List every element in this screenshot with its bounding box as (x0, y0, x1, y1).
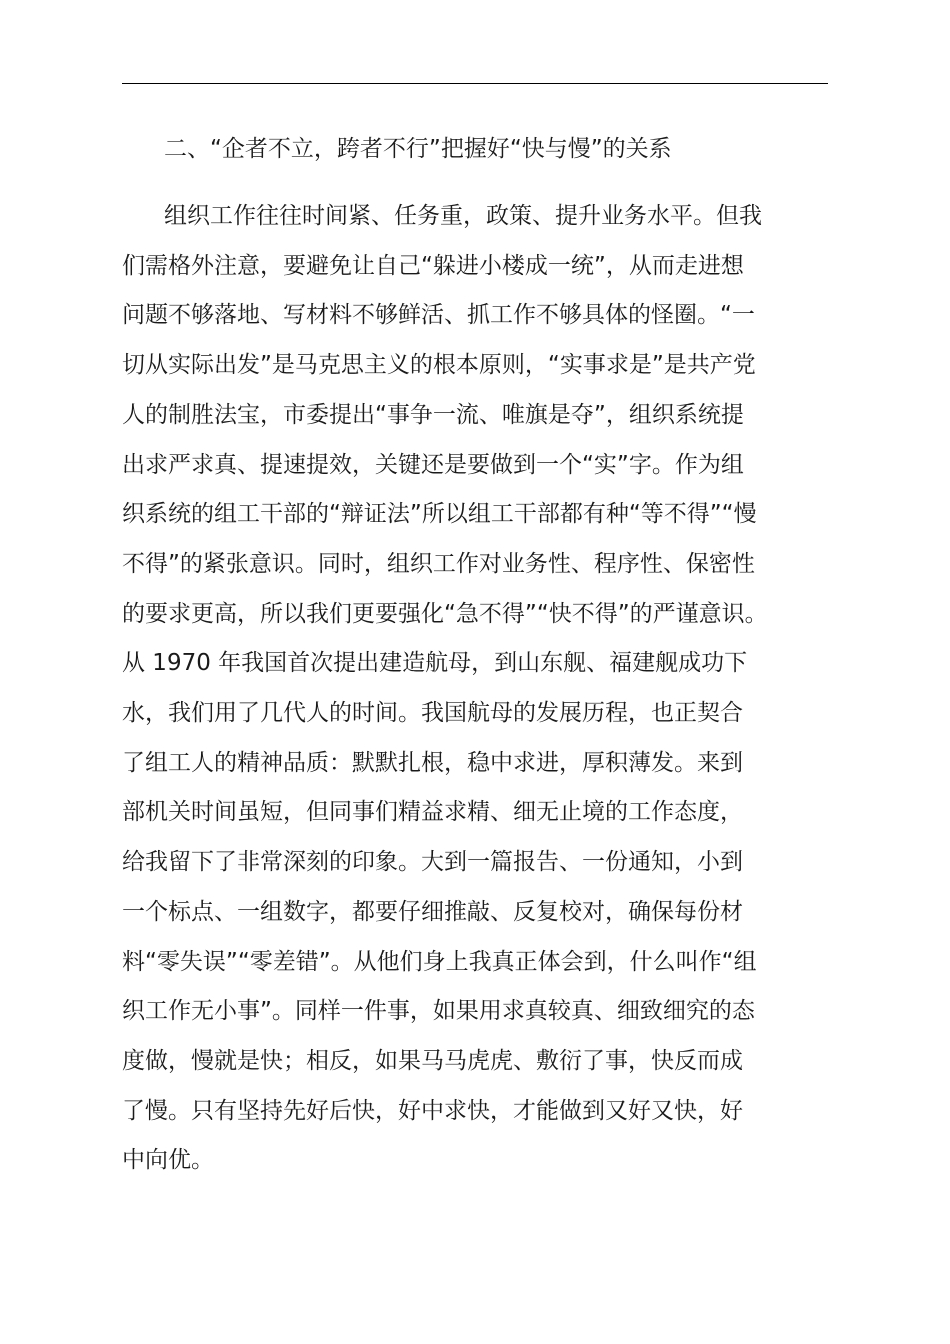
paragraph-line: 部机关时间虽短，但同事们精益求精、细无止境的工作态度， (122, 799, 743, 826)
paragraph-line: 切从实际出发”是马克思主义的根本原则，“实事求是”是共产党 (122, 352, 756, 379)
header-rule (122, 83, 828, 84)
section-heading: 二、“企者不立，跨者不行”把握好“快与慢”的关系 (164, 136, 672, 162)
paragraph-line: 了慢。只有坚持先好后快，好中求快，才能做到又好又快，好 (122, 1097, 743, 1124)
paragraph-line: 出求严求真、提速提效，关键还是要做到一个“实”字。作为组 (122, 451, 744, 478)
paragraph-line: 问题不够落地、写材料不够鲜活、抓工作不够具体的怪圈。“一 (122, 302, 755, 329)
paragraph-line: 们需格外注意，要避免让自己“躲进小楼成一统”，从而走进想 (122, 252, 744, 279)
paragraph-line: 的要求更高，所以我们更要强化“急不得”“快不得”的严谨意识。 (122, 600, 768, 627)
body-paragraph (122, 192, 828, 1186)
paragraph-line: 人的制胜法宝，市委提出“事争一流、唯旗是夺”，组织系统提 (122, 401, 744, 428)
paragraph-line: 一个标点、一组数字，都要仔细推敲、反复校对，确保每份材 (122, 898, 743, 925)
paragraph-line: 织系统的组工干部的“辩证法”所以组工干部都有种“等不得”“慢 (122, 501, 757, 528)
paragraph-line: 度做，慢就是快；相反，如果马马虎虎、敷衍了事，快反而成 (122, 1047, 743, 1074)
paragraph-line: 组织工作往往时间紧、任务重，政策、提升业务水平。但我 (164, 203, 762, 229)
paragraph-line: 从 1970 年我国首次提出建造航母，到山东舰、福建舰成功下 (122, 650, 748, 677)
paragraph-line: 织工作无小事”。同样一件事，如果用求真较真、细致细究的态 (122, 998, 755, 1025)
paragraph-line: 料“零失误”“零差错”。从他们身上我真正体会到，什么叫作“组 (122, 948, 757, 975)
paragraph-line: 中向优。 (122, 1147, 214, 1174)
paragraph-line: 水，我们用了几代人的时间。我国航母的发展历程，也正契合 (122, 700, 743, 727)
paragraph-line: 了组工人的精神品质：默默扎根，稳中求进，厚积薄发。来到 (122, 749, 743, 776)
paragraph-line: 不得”的紧张意识。同时，组织工作对业务性、程序性、保密性 (122, 550, 755, 577)
paragraph-line: 给我留下了非常深刻的印象。大到一篇报告、一份通知，小到 (122, 849, 743, 876)
